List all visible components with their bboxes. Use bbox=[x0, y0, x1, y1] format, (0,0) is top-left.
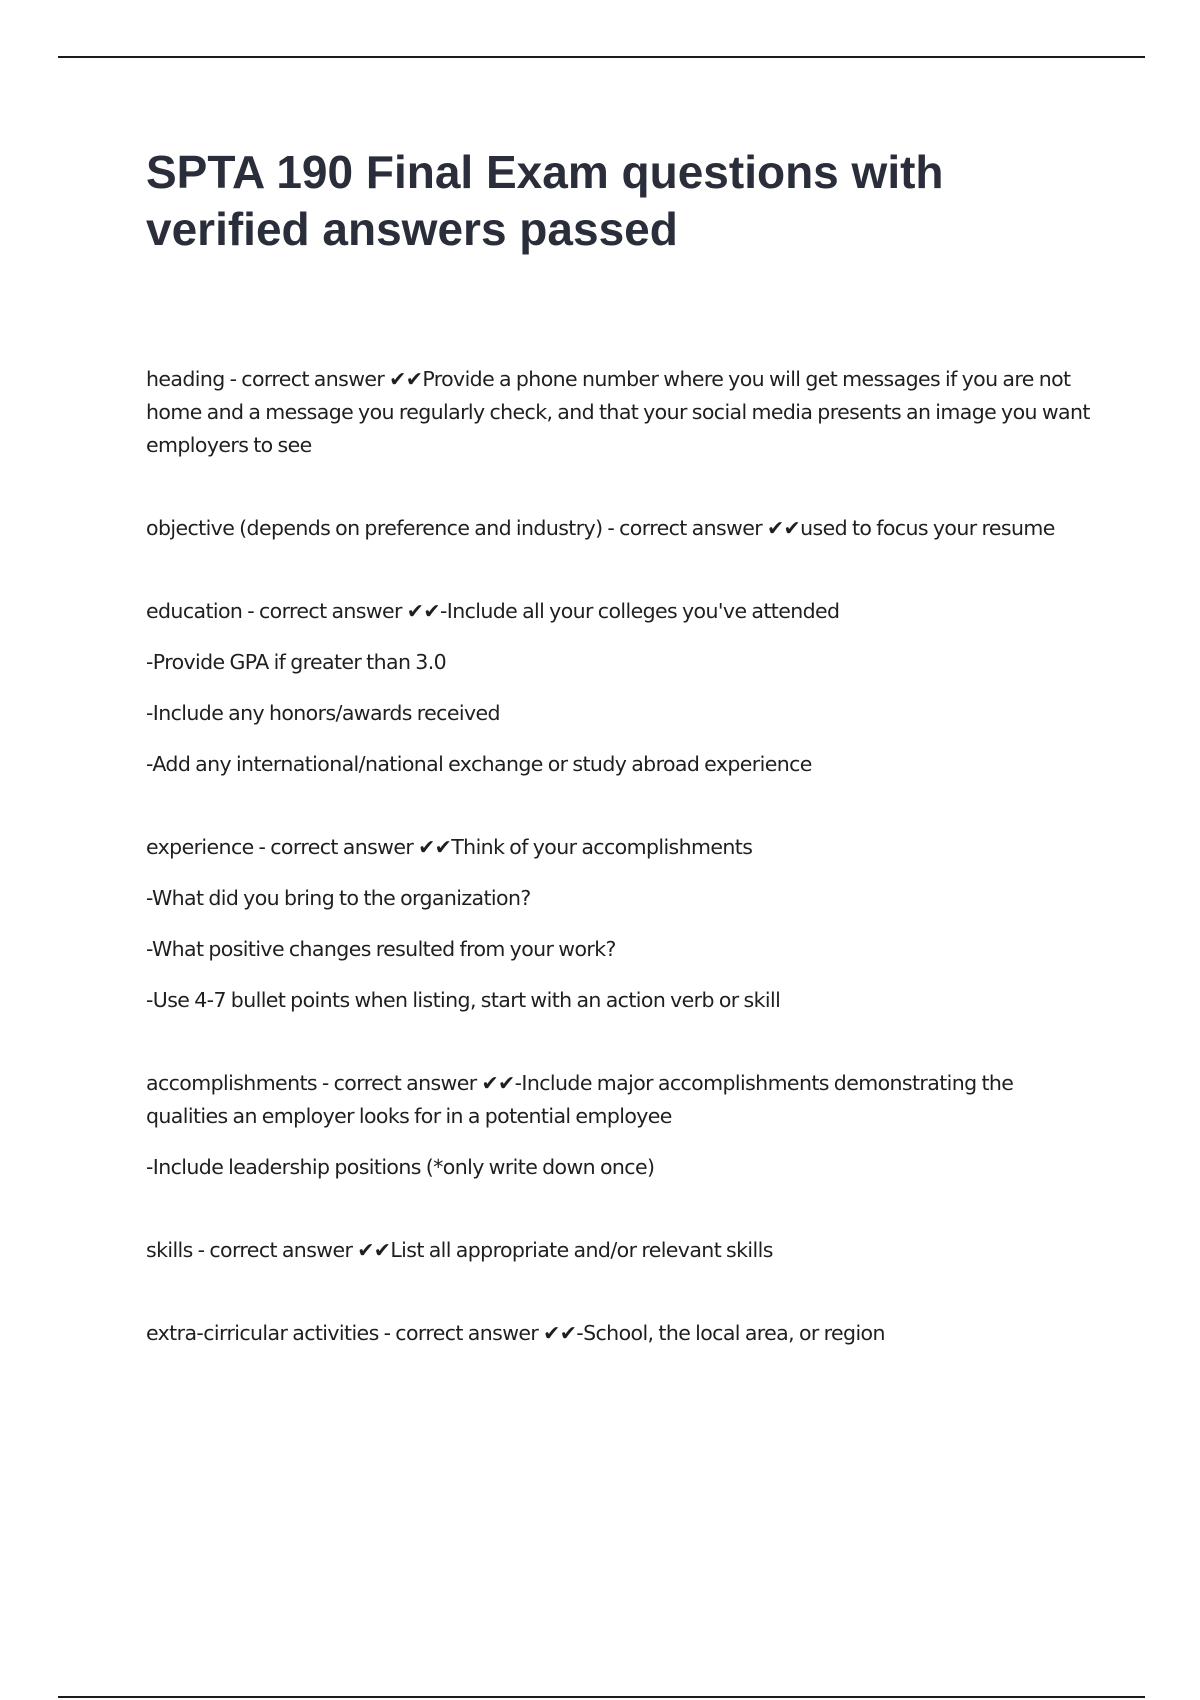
qa-entry-education bbox=[146, 595, 1096, 781]
qa-line: accomplishments - correct answer ✔✔-Include major accomplishments demonstrating the qualities an employer looks for in a potential employee bbox=[146, 1071, 1014, 1128]
qa-line: -Use 4-7 bullet points when listing, start with an action verb or skill bbox=[146, 988, 781, 1012]
qa-line: skills - correct answer ✔✔List all appropriate and/or relevant skills bbox=[146, 1238, 773, 1262]
qa-line: -Include leadership positions (*only write down once) bbox=[146, 1155, 655, 1179]
bottom-rule bbox=[58, 1696, 1145, 1698]
qa-line: extra-cirricular activities - correct answer ✔✔-School, the local area, or region bbox=[146, 1321, 885, 1345]
qa-entry-experience bbox=[146, 831, 1096, 1017]
qa-list bbox=[146, 363, 1096, 1350]
qa-line: heading - correct answer ✔✔Provide a phone number where you will get messages if you are not home and a message you regularly check, and that your social media presents an image you want employers to see bbox=[146, 367, 1090, 457]
qa-line: education - correct answer ✔✔-Include all your colleges you've attended bbox=[146, 599, 840, 623]
qa-entry-accomplishments bbox=[146, 1067, 1096, 1184]
qa-line: -Add any international/national exchange or study abroad experience bbox=[146, 752, 812, 776]
qa-line: -What did you bring to the organization? bbox=[146, 886, 531, 910]
qa-entry-skills bbox=[146, 1234, 1096, 1267]
qa-line: experience - correct answer ✔✔Think of your accomplishments bbox=[146, 835, 753, 859]
document-body bbox=[146, 144, 1096, 1400]
qa-line: objective (depends on preference and industry) - correct answer ✔✔used to focus your resume bbox=[146, 516, 1055, 540]
document-title: SPTA 190 Final Exam questions with verified answers passed bbox=[146, 146, 944, 255]
qa-line: -Provide GPA if greater than 3.0 bbox=[146, 650, 447, 674]
qa-line: -Include any honors/awards received bbox=[146, 701, 500, 725]
qa-entry-objective bbox=[146, 512, 1096, 545]
qa-entry-heading bbox=[146, 363, 1096, 462]
qa-line: -What positive changes resulted from your work? bbox=[146, 937, 616, 961]
qa-entry-extracurricular bbox=[146, 1317, 1096, 1350]
top-rule bbox=[58, 56, 1145, 58]
